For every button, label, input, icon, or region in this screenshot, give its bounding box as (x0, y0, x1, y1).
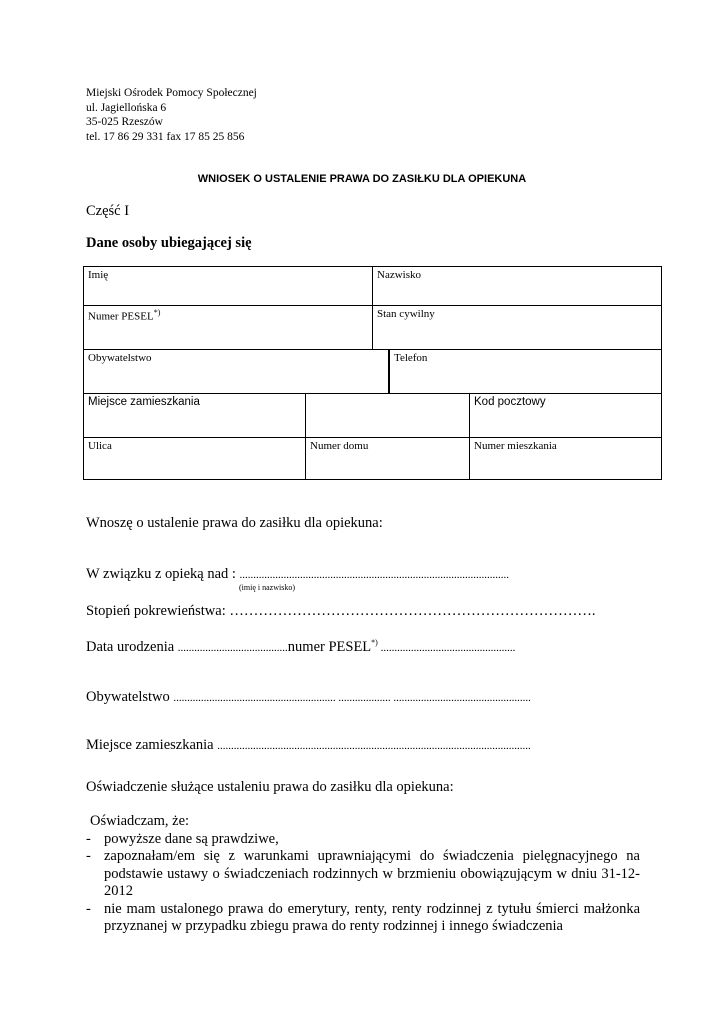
field-hint: (imię i nazwisko) (239, 583, 295, 592)
fill-dots: ........................................................... ................... .................................................. (173, 692, 531, 704)
footnote-mark: *) (153, 308, 161, 317)
list-item-text: zapoznałam/em się z warunkami uprawniającymi do świadczenia pielęgnacyjnego na podstawie ustawy o świadczeniach rodzinnych w brzmieniu obowiązującym w dniu 31-12-2012 (104, 848, 640, 899)
address-line: tel. 17 86 29 331 fax 17 85 25 856 (86, 130, 245, 143)
first-name-field[interactable] (84, 267, 372, 305)
address-line: 35-025 Rzeszów (86, 116, 163, 128)
field-label: Numer domu (310, 440, 369, 452)
declaration-list (86, 813, 640, 936)
field-label: Telefon (394, 352, 428, 364)
address-line: Miejski Ośrodek Pomocy Społecznej (86, 87, 257, 99)
applicant-data-table (83, 266, 662, 480)
fill-dots: ........................................ (177, 641, 288, 654)
residence-value-field[interactable] (306, 394, 469, 437)
fill-dots: ................................................. (377, 641, 516, 654)
pesel-field[interactable] (84, 306, 372, 349)
field-label: Stopień pokrewieństwa: (86, 603, 230, 619)
field-label: Miejsce zamieszkania (86, 737, 218, 753)
declaration-title: Oświadczenie służące ustaleniu prawa do zasiłku dla opiekuna: (86, 779, 454, 795)
postal-code-field[interactable] (470, 394, 661, 437)
apartment-number-field[interactable] (470, 438, 661, 479)
list-item: - powyższe dane są prawdziwe, (86, 830, 279, 847)
list-item: - nie mam ustalonego prawa do emerytury, renty, renty rodzinnej z tytułu śmierci małżonka przyznanej w przypadku zbiegu prawa do renty rodzinnej i innego świadczenia (86, 900, 640, 934)
citizenship-line[interactable] (86, 689, 531, 706)
residence-field[interactable] (84, 394, 305, 437)
footnote-mark: *) (371, 638, 378, 647)
residence-line[interactable] (86, 737, 531, 754)
office-address (86, 86, 257, 144)
citizenship-field[interactable] (84, 350, 388, 393)
field-label: Numer mieszkania (474, 440, 557, 452)
house-number-field[interactable] (306, 438, 469, 479)
field-label: Obywatelstwo (88, 352, 152, 364)
last-name-field[interactable] (373, 267, 661, 305)
address-line: ul. Jagiellońska 6 (86, 101, 167, 114)
fill-dots: .................................................................................................................. (217, 740, 531, 752)
list-item-text: nie mam ustalonego prawa do emerytury, renty, renty rodzinnej z tytułu śmierci małżonka przyznanej w przypadku zbiegu prawa do renty rodzinnej i innego świadczenia (104, 900, 640, 934)
birth-date-line[interactable] (86, 638, 515, 656)
field-label: numer PESEL (287, 638, 372, 655)
fill-dots: …………………………………………………………………. (229, 603, 596, 619)
kinship-line[interactable] (86, 603, 596, 620)
field-label: Kod pocztowy (474, 396, 546, 408)
field-label: Ulica (88, 440, 112, 452)
request-statement: Wnoszę o ustalenie prawa do zasiłku dla opiekuna: (86, 515, 383, 531)
marital-status-field[interactable] (373, 306, 661, 349)
care-recipient-line[interactable] (86, 566, 509, 583)
field-label: Stan cywilny (377, 308, 435, 320)
phone-field[interactable] (390, 350, 661, 393)
field-label: Miejsce zamieszkania (88, 396, 200, 408)
field-label: Data urodzenia (86, 638, 178, 655)
field-label: Imię (88, 269, 109, 281)
field-label: W związku z opieką nad : (86, 566, 240, 582)
document-title: WNIOSEK O USTALENIE PRAWA DO ZASIŁKU DLA OPIEKUNA (197, 173, 527, 185)
section-heading: Dane osoby ubiegającej się (86, 235, 252, 251)
list-item-text: powyższe dane są prawdziwe, (104, 830, 279, 847)
field-label: Obywatelstwo (86, 689, 174, 705)
part-label: Część I (86, 203, 130, 219)
fill-dots: .................................................................................................. (239, 569, 510, 581)
field-label: Nazwisko (377, 269, 421, 281)
declaration-intro: Oświadczam, że: (90, 813, 190, 829)
field-label: Numer PESEL (88, 310, 154, 323)
list-item: - zapoznałam/em się z warunkami uprawniającymi do świadczenia pielęgnacyjnego na podstawie ustawy o świadczeniach rodzinnych w brzmieniu obowiązującym w dniu 31-12-2012 (86, 848, 640, 899)
street-field[interactable] (84, 438, 305, 479)
